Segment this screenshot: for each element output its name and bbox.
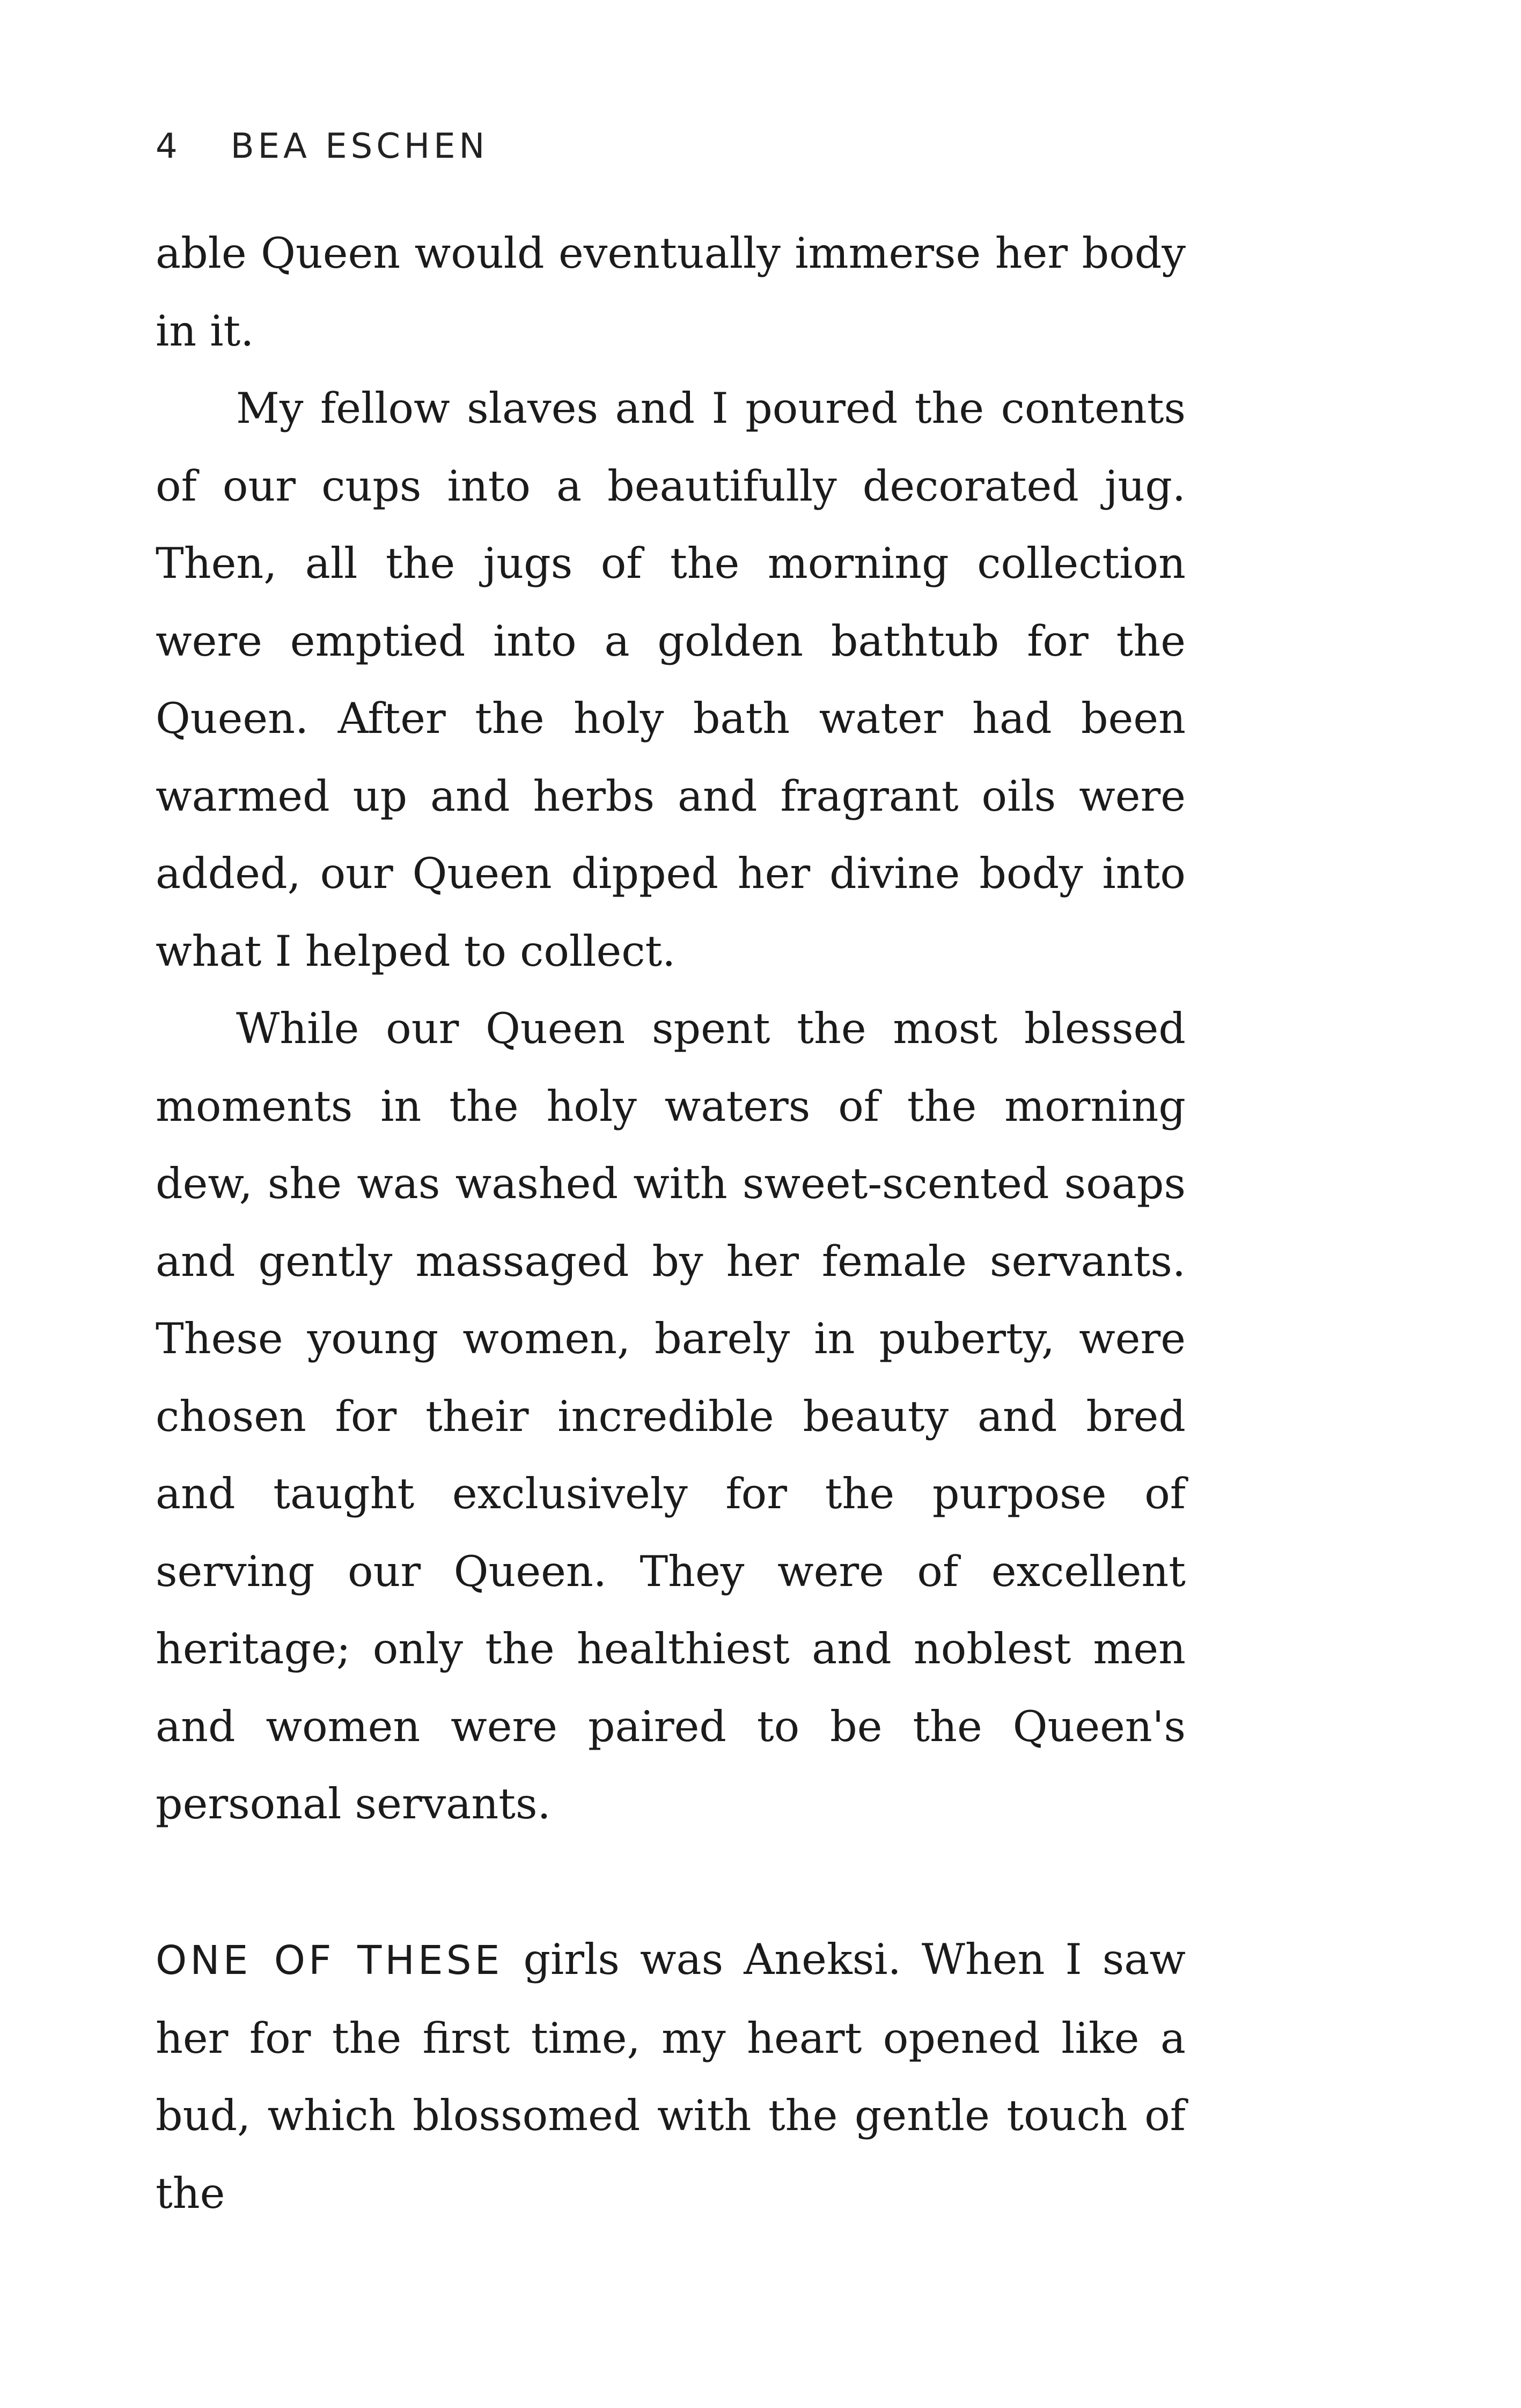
paragraph-text: girls was Aneksi. When I saw her for the first time, my heart opened like a bud, which blossomed with the gentle touch of the <box>156 1935 1186 2218</box>
small-caps-lead-in: ONE OF THESE <box>156 1937 503 1984</box>
author-name: BEA ESCHEN <box>230 127 489 166</box>
section-opening-paragraph <box>156 1921 1186 2232</box>
paragraph-continuation: able Queen would eventually immerse her body in it. <box>156 229 1186 356</box>
paragraph: While our Queen spent the most blessed moments in the holy waters of the morning dew, she was washed with sweet-scented soaps and gently massaged by her female servants. These young women, barely in puberty, were chosen for their incredible beauty and bred and taught exclusively for the purpose of serving our Queen. They were of excellent heritage; only the healthiest and noblest men and women were paired to be the Queen's personal servants. <box>156 1004 1186 1829</box>
paragraph: My fellow slaves and I poured the contents of our cups into a beautifully decorated jug. Then, all the jugs of the morning collection were emptied into a golden bathtub for the Queen. After the holy bath water had been warmed up and herbs and fragrant oils were added, our Queen dipped her divine body into what I helped to collect. <box>156 384 1186 976</box>
body-text-section <box>156 215 1186 1843</box>
running-head <box>156 122 488 171</box>
page-number: 4 <box>156 127 181 166</box>
section-break-text <box>156 1921 1186 2232</box>
